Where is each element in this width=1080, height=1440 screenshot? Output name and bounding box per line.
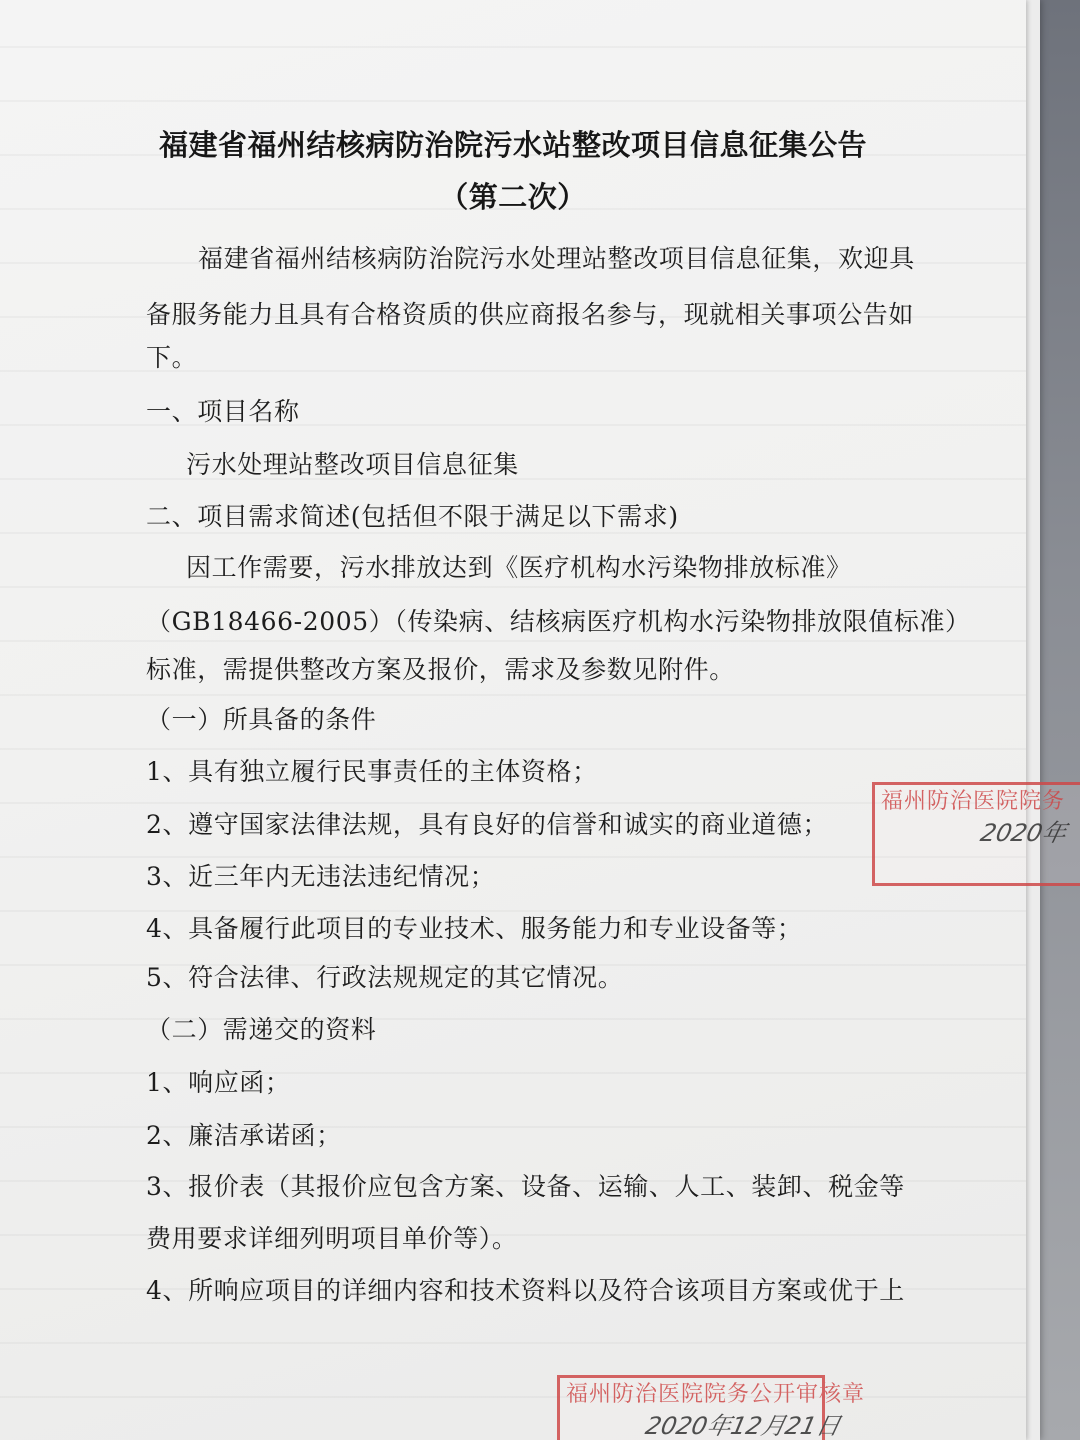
stamp-name: 福州防治医院院务公开审核章 (566, 1382, 866, 1407)
material-item-2: 2、廉洁承诺函； (146, 1121, 342, 1150)
condition-item-2: 2、遵守国家法律法规，具有良好的信誉和诚实的商业道德； (146, 810, 829, 839)
document-subtitle: （第二次） (439, 180, 587, 214)
review-stamp-bottom (557, 1375, 866, 1440)
material-item-1: 1、响应函； (146, 1068, 291, 1097)
requirement-line-1: 因工作需要，污水排放达到《医疗机构水污染物排放标准》 (186, 553, 852, 582)
requirement-line-2: （GB18466-2005）（传染病、结核病医疗机构水污染物排放限值标准） (146, 607, 971, 636)
material-item-3: 3、报价表（其报价应包含方案、设备、运输、人工、装卸、税金等 (146, 1172, 905, 1201)
requirement-line-3: 标准，需提供整改方案及报价，需求及参数见附件。 (146, 655, 735, 684)
condition-item-4: 4、具备履行此项目的专业技术、服务能力和专业设备等； (146, 914, 803, 943)
material-item-3-cont: 费用要求详细列明项目单价等）。 (146, 1224, 518, 1253)
stamp-handwritten-date: 2020年12月21日 (643, 1412, 844, 1440)
condition-item-1: 1、具有独立履行民事责任的主体资格； (146, 757, 598, 786)
document-title: 福建省福州结核病防治院污水站整改项目信息征集公告 (158, 128, 867, 162)
stamp-handwritten-date: 2020年 (978, 819, 1070, 847)
section-heading-project-name: 一、项目名称 (146, 397, 300, 426)
condition-item-3: 3、近三年内无违法违纪情况； (146, 862, 496, 891)
subsection-heading-conditions: （一）所具备的条件 (146, 705, 377, 734)
intro-line-2: 备服务能力且具有合格资质的供应商报名参与，现就相关事项公告如 (146, 300, 915, 329)
project-name-text: 污水处理站整改项目信息征集 (186, 450, 519, 479)
intro-line-3: 下。 (146, 343, 198, 372)
condition-item-5: 5、符合法律、行政法规规定的其它情况。 (146, 963, 624, 992)
material-item-4: 4、所响应项目的详细内容和技术资料以及符合该项目方案或优于上 (146, 1276, 905, 1305)
section-heading-requirements: 二、项目需求简述(包括但不限于满足以下需求) (146, 502, 679, 531)
intro-line-1: 福建省福州结核病防治院污水处理站整改项目信息征集，欢迎具 (198, 244, 915, 273)
subsection-heading-materials: （二）需递交的资料 (146, 1015, 377, 1044)
stamp-name: 福州防治医院院务 (881, 789, 1066, 814)
review-stamp-margin (872, 782, 1080, 886)
